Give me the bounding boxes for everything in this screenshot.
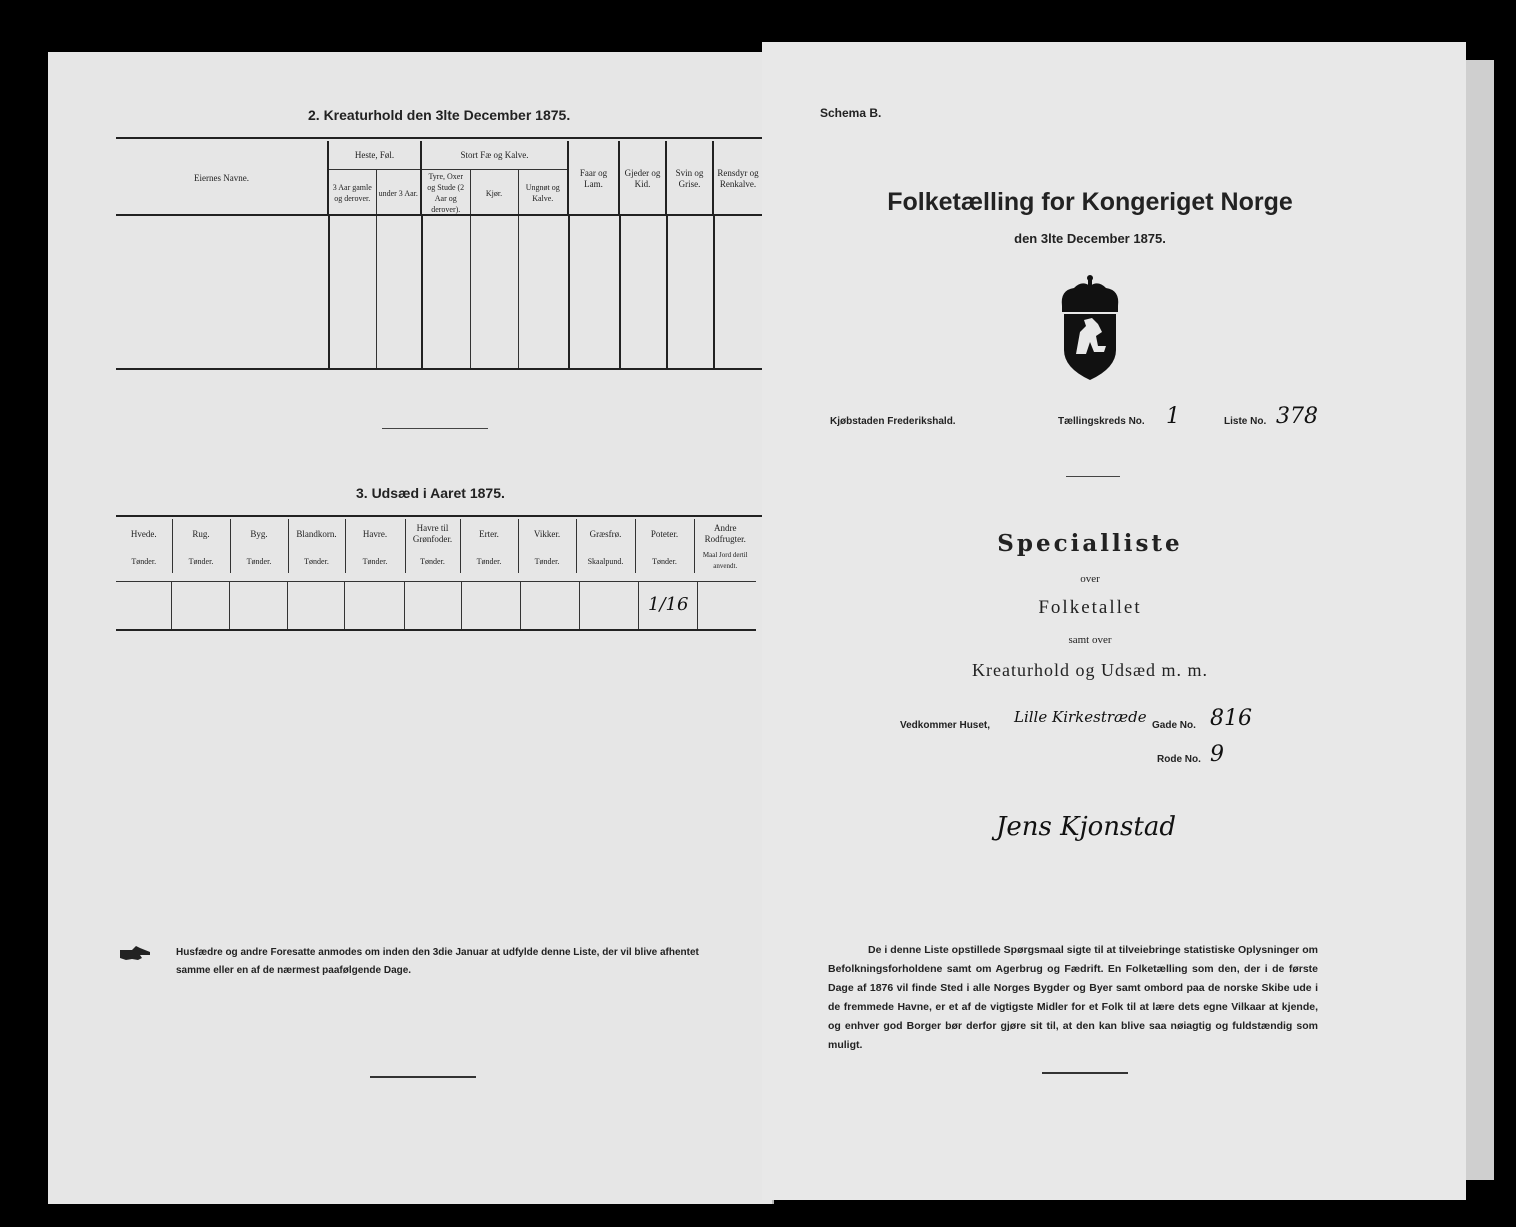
- col-byg: Byg.: [230, 519, 288, 549]
- col-cattle-kjor: Kjør.: [470, 170, 518, 217]
- sec2-col-line: [568, 216, 570, 368]
- col-rug: Rug.: [172, 519, 230, 549]
- sec3-col-line: [638, 582, 639, 629]
- gade-label: Gade No.: [1152, 720, 1196, 731]
- col-poteter: Poteter.: [635, 519, 694, 549]
- huset-value: Lille Kirkestræde: [1014, 708, 1147, 726]
- kreaturhold-table: [116, 141, 762, 216]
- page-stack-edge: [1466, 60, 1494, 1180]
- section3-bottom-rule: [116, 629, 756, 631]
- over-label: over: [1080, 573, 1100, 585]
- right-bottom-divider: [1042, 1072, 1128, 1074]
- sec2-col-line: [713, 216, 715, 368]
- sec2-col-line: [328, 216, 330, 368]
- col-cattle-ungnot: Ungnøt og Kalve.: [518, 170, 568, 217]
- col-erter: Erter.: [460, 519, 518, 549]
- specialliste-heading: Specialliste: [997, 530, 1183, 557]
- unit-erter: Tønder.: [460, 549, 518, 573]
- col-owner: Eiernes Navne.: [116, 141, 328, 216]
- sec2-col-line: [421, 216, 423, 368]
- gade-value: 816: [1210, 706, 1252, 731]
- sec3-col-line: [287, 582, 288, 629]
- group-cattle: Stort Fæ og Kalve.: [421, 141, 568, 170]
- col-graesfro: Græsfrø.: [576, 519, 635, 549]
- kreds-label: Tællingskreds No.: [1058, 416, 1145, 427]
- unit-byg: Tønder.: [230, 549, 288, 573]
- unit-rug: Tønder.: [172, 549, 230, 573]
- col-andre-rodfrugter: Andre Rodfrugter.: [704, 523, 746, 544]
- sec2-col-line: [619, 216, 621, 368]
- unit-graesfro: Skaalpund.: [576, 549, 635, 573]
- udsaed-table: [116, 519, 756, 573]
- sec2-col-line: [666, 216, 668, 368]
- section3-top-rule: [116, 515, 762, 517]
- explanatory-paragraph: De i denne Liste opstillede Spørgsmaal sigte til at tilveiebringe statistiske Oplysninger om Befolkningsforholdene samt om Agerbrug og Fædrift. En Folketælling som den, der i de første Dage af 1876 vil finde Sted i alle Norges Bygder og Byer samt ombord paa de norske Skibe ude i de fremmede Havne, er et af de vigtigste Midler for et Folk til at lære dets egne Vilkaar at kjende, og enhver god Borger bør derfor gjøre sit til, at den kan blive saa nøiagtig og fuldstændig som muligt.: [828, 944, 1318, 1051]
- sec3-col-line: [404, 582, 405, 629]
- col-horses-under3: under 3 Aar.: [376, 170, 421, 217]
- col-horses-3aar: 3 Aar gamle og derover.: [328, 170, 376, 217]
- sec3-col-line: [579, 582, 580, 629]
- poteter-value: 1/16: [648, 594, 689, 615]
- sec3-col-line: [520, 582, 521, 629]
- sec2-col-line: [470, 216, 471, 368]
- section3-title: 3. Udsæd i Aaret 1875.: [356, 485, 505, 501]
- unit-havre: Tønder.: [345, 549, 405, 573]
- kreds-value: 1: [1166, 404, 1180, 429]
- col-vikker: Vikker.: [518, 519, 576, 549]
- unit-havre-gronfoder: Tønder.: [405, 549, 460, 573]
- sec3-col-line: [697, 582, 698, 629]
- liste-value: 378: [1276, 404, 1318, 429]
- sec3-col-line: [344, 582, 345, 629]
- unit-vikker: Tønder.: [518, 549, 576, 573]
- section2-top-rule: [116, 137, 762, 139]
- instruction-notice: Husfædre og andre Foresatte anmodes om inden den 3die Januar at udfylde denne Liste, der vil blive afhentet samme eller en af de nærmest paafølgende Dage.: [176, 947, 699, 976]
- section-divider: [382, 428, 488, 429]
- sec3-col-line: [229, 582, 230, 629]
- col-havre: Havre.: [345, 519, 405, 549]
- section2-bottom-rule: [116, 368, 762, 370]
- rode-value: 9: [1210, 742, 1224, 767]
- huset-label: Vedkommer Huset,: [900, 720, 991, 731]
- unit-andre-rodfrugter: Maal Jord dertil anvendt.: [702, 551, 748, 570]
- col-pigs: Svin og Grise.: [666, 141, 713, 216]
- schema-label: Schema B.: [820, 106, 882, 120]
- signature: Jens Kjonstad: [996, 812, 1176, 842]
- sec2-col-line: [376, 216, 377, 368]
- folketallet-heading: Folketallet: [1038, 597, 1142, 618]
- pointing-hand-icon: [118, 944, 152, 964]
- col-hvede: Hvede.: [116, 519, 172, 549]
- unit-hvede: Tønder.: [116, 549, 172, 573]
- rode-label: Rode No.: [1157, 754, 1201, 765]
- group-horses: Heste, Føl.: [328, 141, 421, 170]
- unit-poteter: Tønder.: [635, 549, 694, 573]
- col-blandkorn: Blandkorn.: [288, 519, 345, 549]
- col-cattle-tyre: Tyre, Oxer og Stude (2 Aar og derover).: [421, 170, 470, 217]
- bottom-divider: [370, 1076, 476, 1078]
- sec2-col-line: [518, 216, 519, 368]
- samt-over-label: samt over: [1068, 634, 1112, 646]
- kreaturhold-heading: Kreaturhold og Udsæd m. m.: [972, 660, 1208, 680]
- norway-coat-of-arms-icon: [1040, 272, 1140, 384]
- kjobstaden-label: Kjøbstaden Frederikshald.: [830, 416, 956, 427]
- col-reindeer: Rensdyr og Renkalve.: [717, 167, 759, 189]
- main-title: Folketælling for Kongeriget Norge: [887, 188, 1293, 216]
- col-havre-gronfoder: Havre til Grønfoder.: [405, 519, 460, 549]
- sec3-col-line: [461, 582, 462, 629]
- sec3-col-line: [171, 582, 172, 629]
- liste-label: Liste No.: [1224, 416, 1267, 427]
- right-divider: [1066, 476, 1120, 477]
- col-goats: Gjeder og Kid.: [619, 141, 666, 216]
- main-date: den 3lte December 1875.: [1014, 231, 1166, 246]
- unit-blandkorn: Tønder.: [288, 549, 345, 573]
- col-sheep: Faar og Lam.: [568, 141, 619, 216]
- section3-header-rule: [116, 581, 756, 582]
- section2-title: 2. Kreaturhold den 3lte December 1875.: [308, 107, 571, 123]
